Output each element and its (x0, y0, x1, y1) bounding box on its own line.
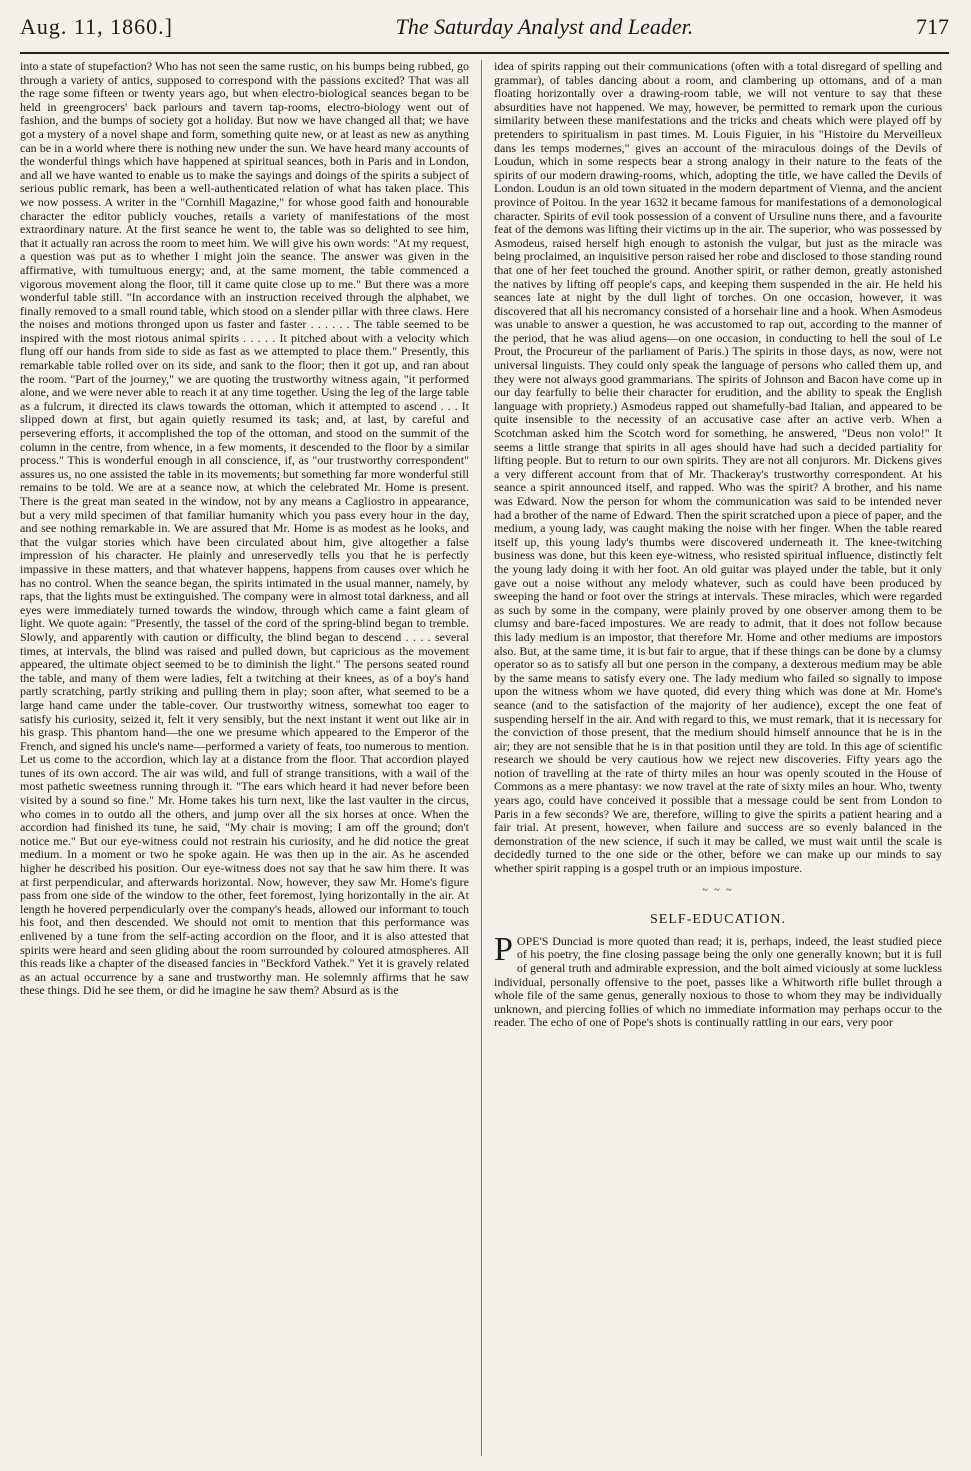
publication-title: The Saturday Analyst and Leader. (395, 14, 694, 39)
article-columns (20, 60, 949, 1456)
left-column-text: into a state of stupefaction? Who has not seen the same rustic, on his bumps being rubbed, go through a variety of antics, supposed to correspond with the passions excited? That was all the rage some fifteen or twenty years ago, but when electro-biological seances began to be held in greengrocers' back parlours and tavern tap-rooms, electro-biology went out of fashion, and the bumps of society got a holiday. But now we have changed all that; we have got a mystery of a novel shape and form, something quite new, or at least as new as anything can be in a world where there is nothing new under the sun. We have heard many accounts of the wonderful things which have happened at spiritual seances, both in Paris and in London, and all we have wanted to enable us to make the sayings and doings of the spirits a subject of serious public remark, has been a well-authenticated relation of what has taken place. This we now possess. A writer in the "Cornhill Magazine," for whose good faith and honourable character the editor publicly vouches, retails a variety of manifestations of the most extraordinary nature. At the first seance he went to, the table was so delighted to see him, that it actually ran across the room to meet him. We will give his own words: "At my request, a question was put as to whether I might join the seance. The answer was given in the affirmative, with tumultuous energy; and, at the same moment, the table commenced a vigorous movement along the floor, till it came quite close up to me." But there was a more wonderful table still. "In accordance with an instruction received through the alphabet, we finally removed to a small round table, which stood on a slender pillar with three claws. Here the noises and motions thronged upon us faster and faster . . . . . . The table seemed to be inspired with the most riotous animal spirits . . . . . It pitched about with a velocity which flung off our hands from side to side as fast as we attempted to place them." Presently, this remarkable table rolled over on its side, and sank to the floor; then it got up, and ran about the room. "Part of the journey," we are quoting the trustworthy witness again, "it performed alone, and we were never able to reach it at any time together. Using the leg of the large table as a fulcrum, it directed its claws towards the ottoman, which it attempted to ascend . . . It slipped down at first, but again quietly resumed its task; and, at last, by careful and persevering efforts, it accomplished the top of the ottoman, and stood on the summit of the column in the centre, from whence, in a few moments, it descended to the floor by a similar process." This is wonderful enough in all conscience, if, as "our trustworthy correspondent" assures us, no one assisted the table in its movements; but something far more wonderful still remains to be told. We are at a seance now, at which the celebrated Mr. Home is present. There is the great man seated in the window, not by any means a Cagliostro in appearance, but a very mild specimen of that familiar humanity which you pass every hour in the day, and see nothing remarkable in. We are assured that Mr. Home is as modest as he looks, and that the vulgar stories which have been circulated about him, give altogether a false impression of his character. He plainly and unreservedly tells you that he is perfectly impassive in these matters, and that whatever happens, happens from causes over which he has no control. When the seance began, the spirits intimated in the usual manner, namely, by raps, that the lights must be extinguished. The company were in almost total darkness, and all eyes were immediately turned towards the window, through which came a faint gleam of light. We quote again: "Presently, the tassel of the cord of the spring-blind began to tremble. Slowly, and apparently with caution or difficulty, the blind began to descend . . . . several times, at intervals, the blind was raised and pulled down, but capricious as the movement appeared, the ultimate object seemed to be to diminish the light." The persons seated round the table, and many of them were ladies, felt a twitching at their knees, as of a boy's hand partly scratching, partly striking and pulling them in play; soon after, what seemed to be a large hand came under the table-cover. Our trustworthy witness, somewhat too eager to satisfy his curiosity, seized it, felt it very sensibly, but the next instant it went out like air in his grasp. This phantom hand—the one we presume which appeared to the Emperor of the French, and signed his uncle's name—performed a variety of feats, too numerous to mention. Let us come to the accordion, which lay at a distance from the floor. That accordion played tunes of its own accord. The air was wild, and full of strange transitions, with a wail of the most pathetic sweetness running through it. "The ears which heard it had never before been visited by a sound so fine." Mr. Home takes his turn next, like the last vaulter in the circus, who comes in to outdo all the others, and jump over all the six horses at once. When the accordion had finished its tune, he said, "My chair is moving; I am off the ground; don't notice me." But our eye-witness could not restrain his curiosity, and he did notice the great medium. In a moment or two he spoke again. He was then up in the air. As he ascended higher he described his position. Our eye-witness does not say that he saw him there. It was at first perpendicular, and afterwards horizontal. Now, however, they saw Mr. Home's figure pass from one side of the window to the other, feet foremost, lying horizontally in the air. At length he hovered perpendicularly over the company's heads, allowed our informant to touch his foot, and then descended. We should not omit to mention that this performance was enlivened by a tune from the self-acting accordion on the floor, and it is also attested that spirits were heard and seen gliding about the room surrounded by coloured atmospheres. All this reads like a chapter of the diseased fancies in "Beckford Vathek." Yet it is gravely related as an actual occurrence by a sane and trustworthy man. He solemnly affirms that he saw these things. Did he see them, or did he imagine he saw them? Absurd as is the (20, 60, 470, 998)
header-date: Aug. 11, 1860.] (20, 14, 173, 39)
section-divider-ornament: ~ ~ ~ (702, 884, 734, 896)
page-header (20, 14, 949, 50)
header-rule (20, 52, 949, 54)
section-title-self-education: SELF-EDUCATION. (650, 912, 786, 928)
self-education-text (494, 930, 942, 1030)
drop-cap: P (494, 930, 513, 968)
self-education-body: OPE'S Dunciad is more quoted than read; it is, perhaps, indeed, the least studied piece of his poetry, the fine closing passage being the only one generally known; but it is full of general truth and admirable expression, and the bolt aimed viciously at some luckless individual, personally offensive to the poet, passes like a Whitworth rifle bullet through a whole file of the same genus, generally noxious to those to whom they may be individually unknown, and piercing follies of which no immediate information may perhaps occur to the reader. The echo of one of Pope's shots is continually rattling in our ears, very poor (494, 933, 942, 1030)
right-column (481, 60, 942, 1456)
page-number: 717 (915, 14, 949, 39)
right-column-text: idea of spirits rapping out their communications (often with a total disregard of spelling and grammar), of tables dancing about a room, and clambering up ottomans, and of a man floating horizontally over a drawing-room table, we will not venture to say that these absurdities have not happened. We may, however, be permitted to remark upon the curious similarity between these manifestations and the tricks and cheats which were played off by pretenders to spiritualism in past times. M. Louis Figuier, in his "Histoire du Merveilleux dans les temps modernes," gives an account of the miraculous doings of the Devils of Loudun, which in some respects bear a strong analogy in their nature to the feats of the spirits of our modern drawing-rooms, which, adopting the title, we have called the Devils of London. Loudun is an old town situated in the modern department of Vienna, and the ancient province of Poitou. In the year 1632 it became famous for manifestations of a demonological character. Spirits of evil took possession of a convent of Ursuline nuns there, and a favourite feat of the demons was lifting their victims up in the air. The superior, who was possessed by Asmodeus, raised herself high enough to astonish the vulgar, but just as the miracle was being proclaimed, an inquisitive person raised her robe and disclosed to those standing round that one of her feet touched the ground. Another spirit, or rather demon, greatly astonished the natives by lifting off people's caps, and keeping them suspended in the air. He held his seances late at night by the dull light of torches. On one occasion, however, it was discovered that all his necromancy consisted of a horsehair line and a hook. When Asmodeus was unable to answer a question, he was accustomed to rap out, according to the manner of the period, that he was aliud agens—on one occasion, in conducting to hell the soul of Le Prout, the Procureur of the parliament of Paris.) The spirits in those days, as now, were not universal linguists. They could only speak the language of persons who called them up, and they were not always good grammarians. The spirits of Johnson and Bacon have come up in our day fearfully to belie their character for erudition, and the ability to speak the English language with propriety.) Asmodeus rapped out shamefully-bad Italian, and appeared to be quite insensible to the necessity of an accusative case after an active verb. When a Scotchman asked him the Scotch word for something, he answered, "Deus non volo!" It seems a little strange that spirits in all ages should have had such a decided partiality for lifting people. But to return to our own spirits. They are not all conjurors. Mr. Dickens gives a very different account from that of Mr. Thackeray's trustworthy correspondent. At his seance a spirit announced itself, and rapped. Who was the spirit? A brother, and his name was Edward. Now the person for whom the communication was said to be intended never had a brother of the name of Edward. Then the spirit scratched upon a piece of paper, and the medium, a young lady, was caught making the noise with her finger. When the table reared itself up, this young lady's thumbs were discovered underneath it. The knee-twitching business was done, but this keen eye-witness, who resisted spiritual influence, distinctly felt the young lady doing it with her foot. An old guitar was played under the table, but it only gave out a noise without any melody whatever, such as could have been produced by sweeping the hand or foot over the strings at intervals. These miracles, which were regarded as such by some in the company, were plainly proved by one observer among them to be clumsy and bare-faced impostures. We are ready to admit, that it does not follow because this lady medium is an impostor, that therefore Mr. Home and other mediums are impostors also. But, at the same time, it is but fair to argue, that if these things can be done by a clumsy operator so as to satisfy all but one person in the company, a dexterous medium may be able by the same means to satisfy every one. The lady medium who failed so signally to impose upon the witness whom we have quoted, did every thing which was done at Mr. Home's seance (and to the satisfaction of the majority of her audience), except the one feat of suspending herself in the air. And with regard to this, we must remark, that it is necessary for the conviction of those present, that the medium should himself announce that he is in the air; they are not sensible that he is in that position until they are told. In this age of scientific research we should be very cautious how we reject new discoveries. Fifty years ago the notion of travelling at the rate of thirty miles an hour was openly scouted in the House of Commons as a mere phantasy: we now travel at the rate of sixty miles an hour. Who, twenty years ago, could have conceived it possible that a message could be sent from London to Paris in a few seconds? We are, therefore, willing to give the spirits a patient hearing and a fair trial. At present, however, when failure and success are so evenly balanced in the demonstration of the new science, if such it may be called, we must wait until the scale is decidedly turned to the one side or the other, before we can make up our minds to say whether spirit rapping is a gospel truth or an impious imposture. (494, 60, 942, 876)
left-column (20, 60, 481, 1456)
